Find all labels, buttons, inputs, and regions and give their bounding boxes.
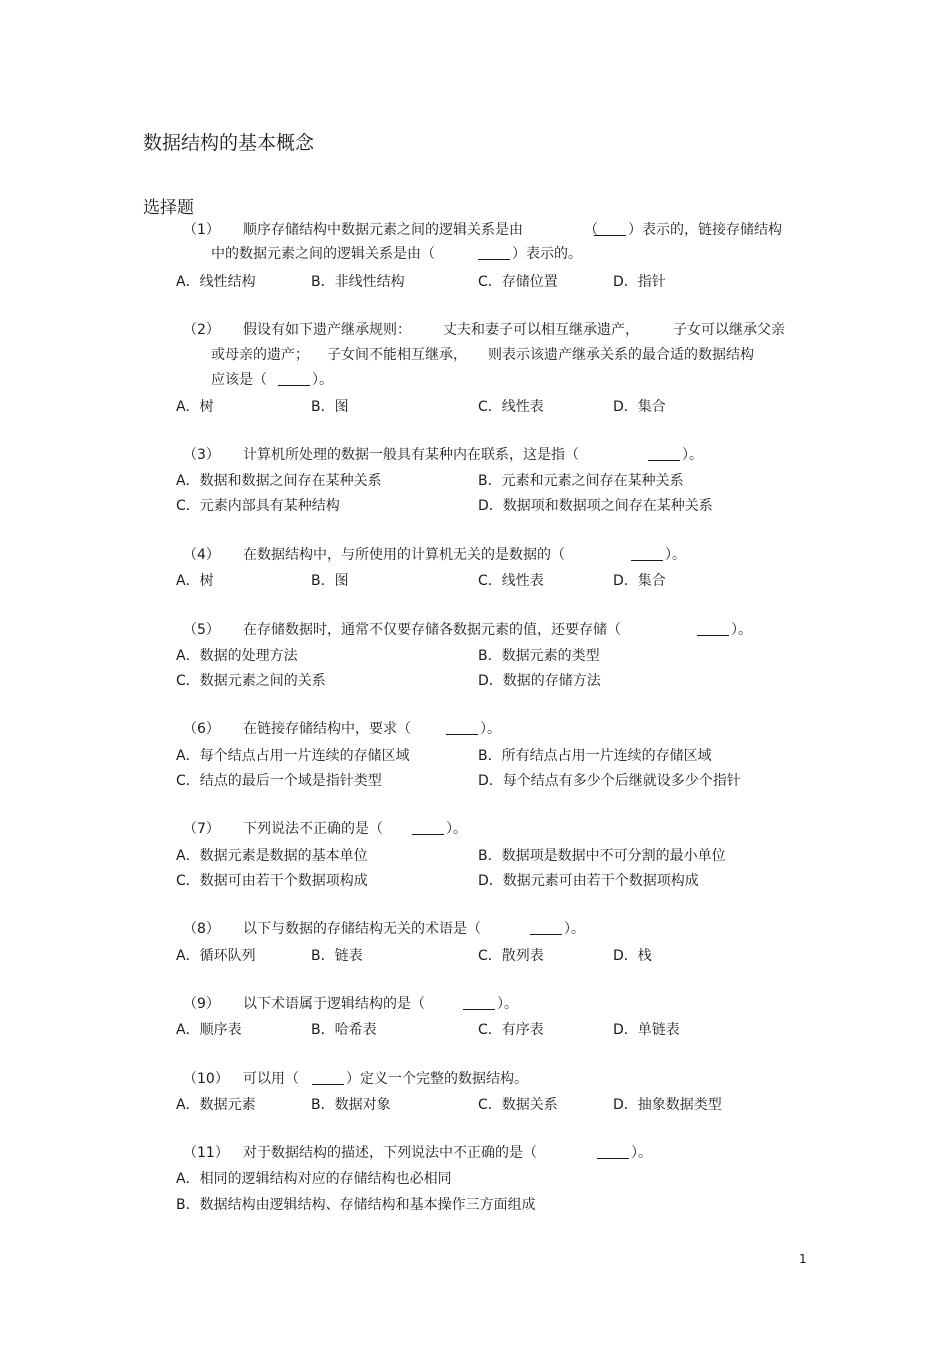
question-number: （6） — [183, 721, 220, 737]
option-a: A．循环队列 — [176, 948, 256, 964]
answer-blank — [312, 1071, 344, 1085]
question-text: ）。 — [497, 996, 518, 1012]
option-b: B．图 — [311, 399, 349, 415]
question-text: ）。 — [312, 372, 333, 388]
question-number: （5） — [183, 622, 220, 638]
question-text: 以下与数据的存储结构无关的术语是（ — [243, 921, 481, 937]
option-d: D．抽象数据类型 — [613, 1097, 722, 1113]
option-c: C．有序表 — [478, 1022, 544, 1038]
option-c: C．存储位置 — [478, 274, 558, 290]
question-text: ）。 — [631, 1145, 652, 1161]
question-text: 子女可以继承父亲 — [673, 322, 785, 338]
option-d: D．集合 — [613, 573, 666, 589]
question-text: 假设有如下遗产继承规则： — [243, 322, 411, 338]
option-d: D．集合 — [613, 399, 666, 415]
option-b: B．数据项是数据中不可分割的最小单位 — [478, 848, 726, 864]
question-number: （10） — [183, 1071, 229, 1087]
option-c: C．线性表 — [478, 399, 544, 415]
question-text: ）。 — [480, 721, 501, 737]
answer-blank — [478, 246, 510, 260]
document-title: 数据结构的基本概念 — [143, 132, 315, 154]
option-a: A．顺序表 — [176, 1022, 242, 1038]
question-text: 或母亲的遗产； — [211, 347, 309, 363]
option-d: D．单链表 — [613, 1022, 680, 1038]
question-number: （2） — [183, 322, 220, 338]
question-text: 可以用（ — [243, 1071, 299, 1087]
question-text: ）定义一个完整的数据结构。 — [346, 1071, 528, 1087]
answer-blank — [631, 547, 663, 561]
section-title: 选择题 — [143, 198, 194, 218]
option-a: A．树 — [176, 573, 214, 589]
option-b: B．非线性结构 — [311, 274, 405, 290]
option-b: B．数据对象 — [311, 1097, 391, 1113]
question-text: 在数据结构中，与所使用的计算机无关的是数据的（ — [243, 547, 565, 563]
option-d: D．数据的存储方法 — [478, 673, 601, 689]
answer-blank — [648, 447, 680, 461]
question-number: （4） — [183, 547, 220, 563]
question-text: 应该是（ — [211, 372, 267, 388]
option-b: B．数据结构由逻辑结构、存储结构和基本操作三方面组成 — [176, 1197, 536, 1213]
option-c: C．数据可由若干个数据项构成 — [176, 873, 368, 889]
option-b: B．链表 — [311, 948, 363, 964]
option-d: D．数据元素可由若干个数据项构成 — [478, 873, 699, 889]
question-text: 子女间不能相互继承， — [327, 347, 467, 363]
option-b: B．图 — [311, 573, 349, 589]
option-b: B．数据元素的类型 — [478, 648, 600, 664]
answer-blank — [594, 222, 626, 236]
option-d: D．数据项和数据项之间存在某种关系 — [478, 498, 713, 514]
option-a: A．线性结构 — [176, 274, 256, 290]
option-b: B．所有结点占用一片连续的存储区域 — [478, 748, 712, 764]
option-b: B．元素和元素之间存在某种关系 — [478, 473, 684, 489]
answer-blank — [446, 721, 478, 735]
question-text: ）。 — [682, 447, 703, 463]
question-text: 中的数据元素之间的逻辑关系是由（ — [211, 246, 435, 262]
question-number: （3） — [183, 447, 220, 463]
option-a: A．数据元素 — [176, 1097, 256, 1113]
question-text: ）。 — [731, 622, 752, 638]
option-c: C．结点的最后一个域是指针类型 — [176, 773, 382, 789]
option-d: D．每个结点有多少个后继就设多少个指针 — [478, 773, 741, 789]
option-a: A．数据和数据之间存在某种关系 — [176, 473, 382, 489]
question-text: （ — [584, 222, 598, 238]
option-c: C．数据关系 — [478, 1097, 558, 1113]
answer-blank — [530, 921, 562, 935]
option-a: A．相同的逻辑结构对应的存储结构也必相同 — [176, 1171, 452, 1187]
option-c: C．线性表 — [478, 573, 544, 589]
option-a: A．每个结点占用一片连续的存储区域 — [176, 748, 410, 764]
question-text: 则表示该遗产继承关系的最合适的数据结构 — [488, 347, 754, 363]
answer-blank — [412, 821, 444, 835]
answer-blank — [463, 996, 495, 1010]
question-text: ）表示的，链接存储结构 — [628, 222, 782, 238]
question-number: （9） — [183, 996, 220, 1012]
option-b: B．哈希表 — [311, 1022, 377, 1038]
question-number: （7） — [183, 821, 220, 837]
question-text: 丈夫和妻子可以相互继承遗产， — [443, 322, 639, 338]
option-a: A．数据元素是数据的基本单位 — [176, 848, 368, 864]
answer-blank — [597, 1145, 629, 1159]
question-text: 在存储数据时，通常不仅要存储各数据元素的值，还要存储（ — [243, 622, 621, 638]
option-c: C．散列表 — [478, 948, 544, 964]
option-d: D．栈 — [613, 948, 652, 964]
option-c: C．数据元素之间的关系 — [176, 673, 326, 689]
question-text: ）。 — [564, 921, 585, 937]
question-text: 以下术语属于逻辑结构的是（ — [243, 996, 425, 1012]
question-number: （8） — [183, 921, 220, 937]
question-text: ）。 — [446, 821, 467, 837]
question-text: 计算机所处理的数据一般具有某种内在联系，这是指（ — [243, 447, 579, 463]
option-c: C．元素内部具有某种结构 — [176, 498, 340, 514]
question-text: 顺序存储结构中数据元素之间的逻辑关系是由 — [243, 222, 523, 238]
question-number: （1） — [183, 222, 220, 238]
question-text: ）表示的。 — [512, 246, 582, 262]
option-a: A．数据的处理方法 — [176, 648, 298, 664]
option-a: A．树 — [176, 399, 214, 415]
question-number: （11） — [183, 1145, 229, 1161]
question-text: 对于数据结构的描述，下列说法中不正确的是（ — [243, 1145, 537, 1161]
question-text: 下列说法不正确的是（ — [243, 821, 383, 837]
option-d: D．指针 — [613, 274, 666, 290]
page-number: 1 — [799, 1252, 807, 1266]
question-text: ）。 — [665, 547, 686, 563]
question-text: 在链接存储结构中，要求（ — [243, 721, 411, 737]
answer-blank — [278, 372, 310, 386]
answer-blank — [697, 622, 729, 636]
